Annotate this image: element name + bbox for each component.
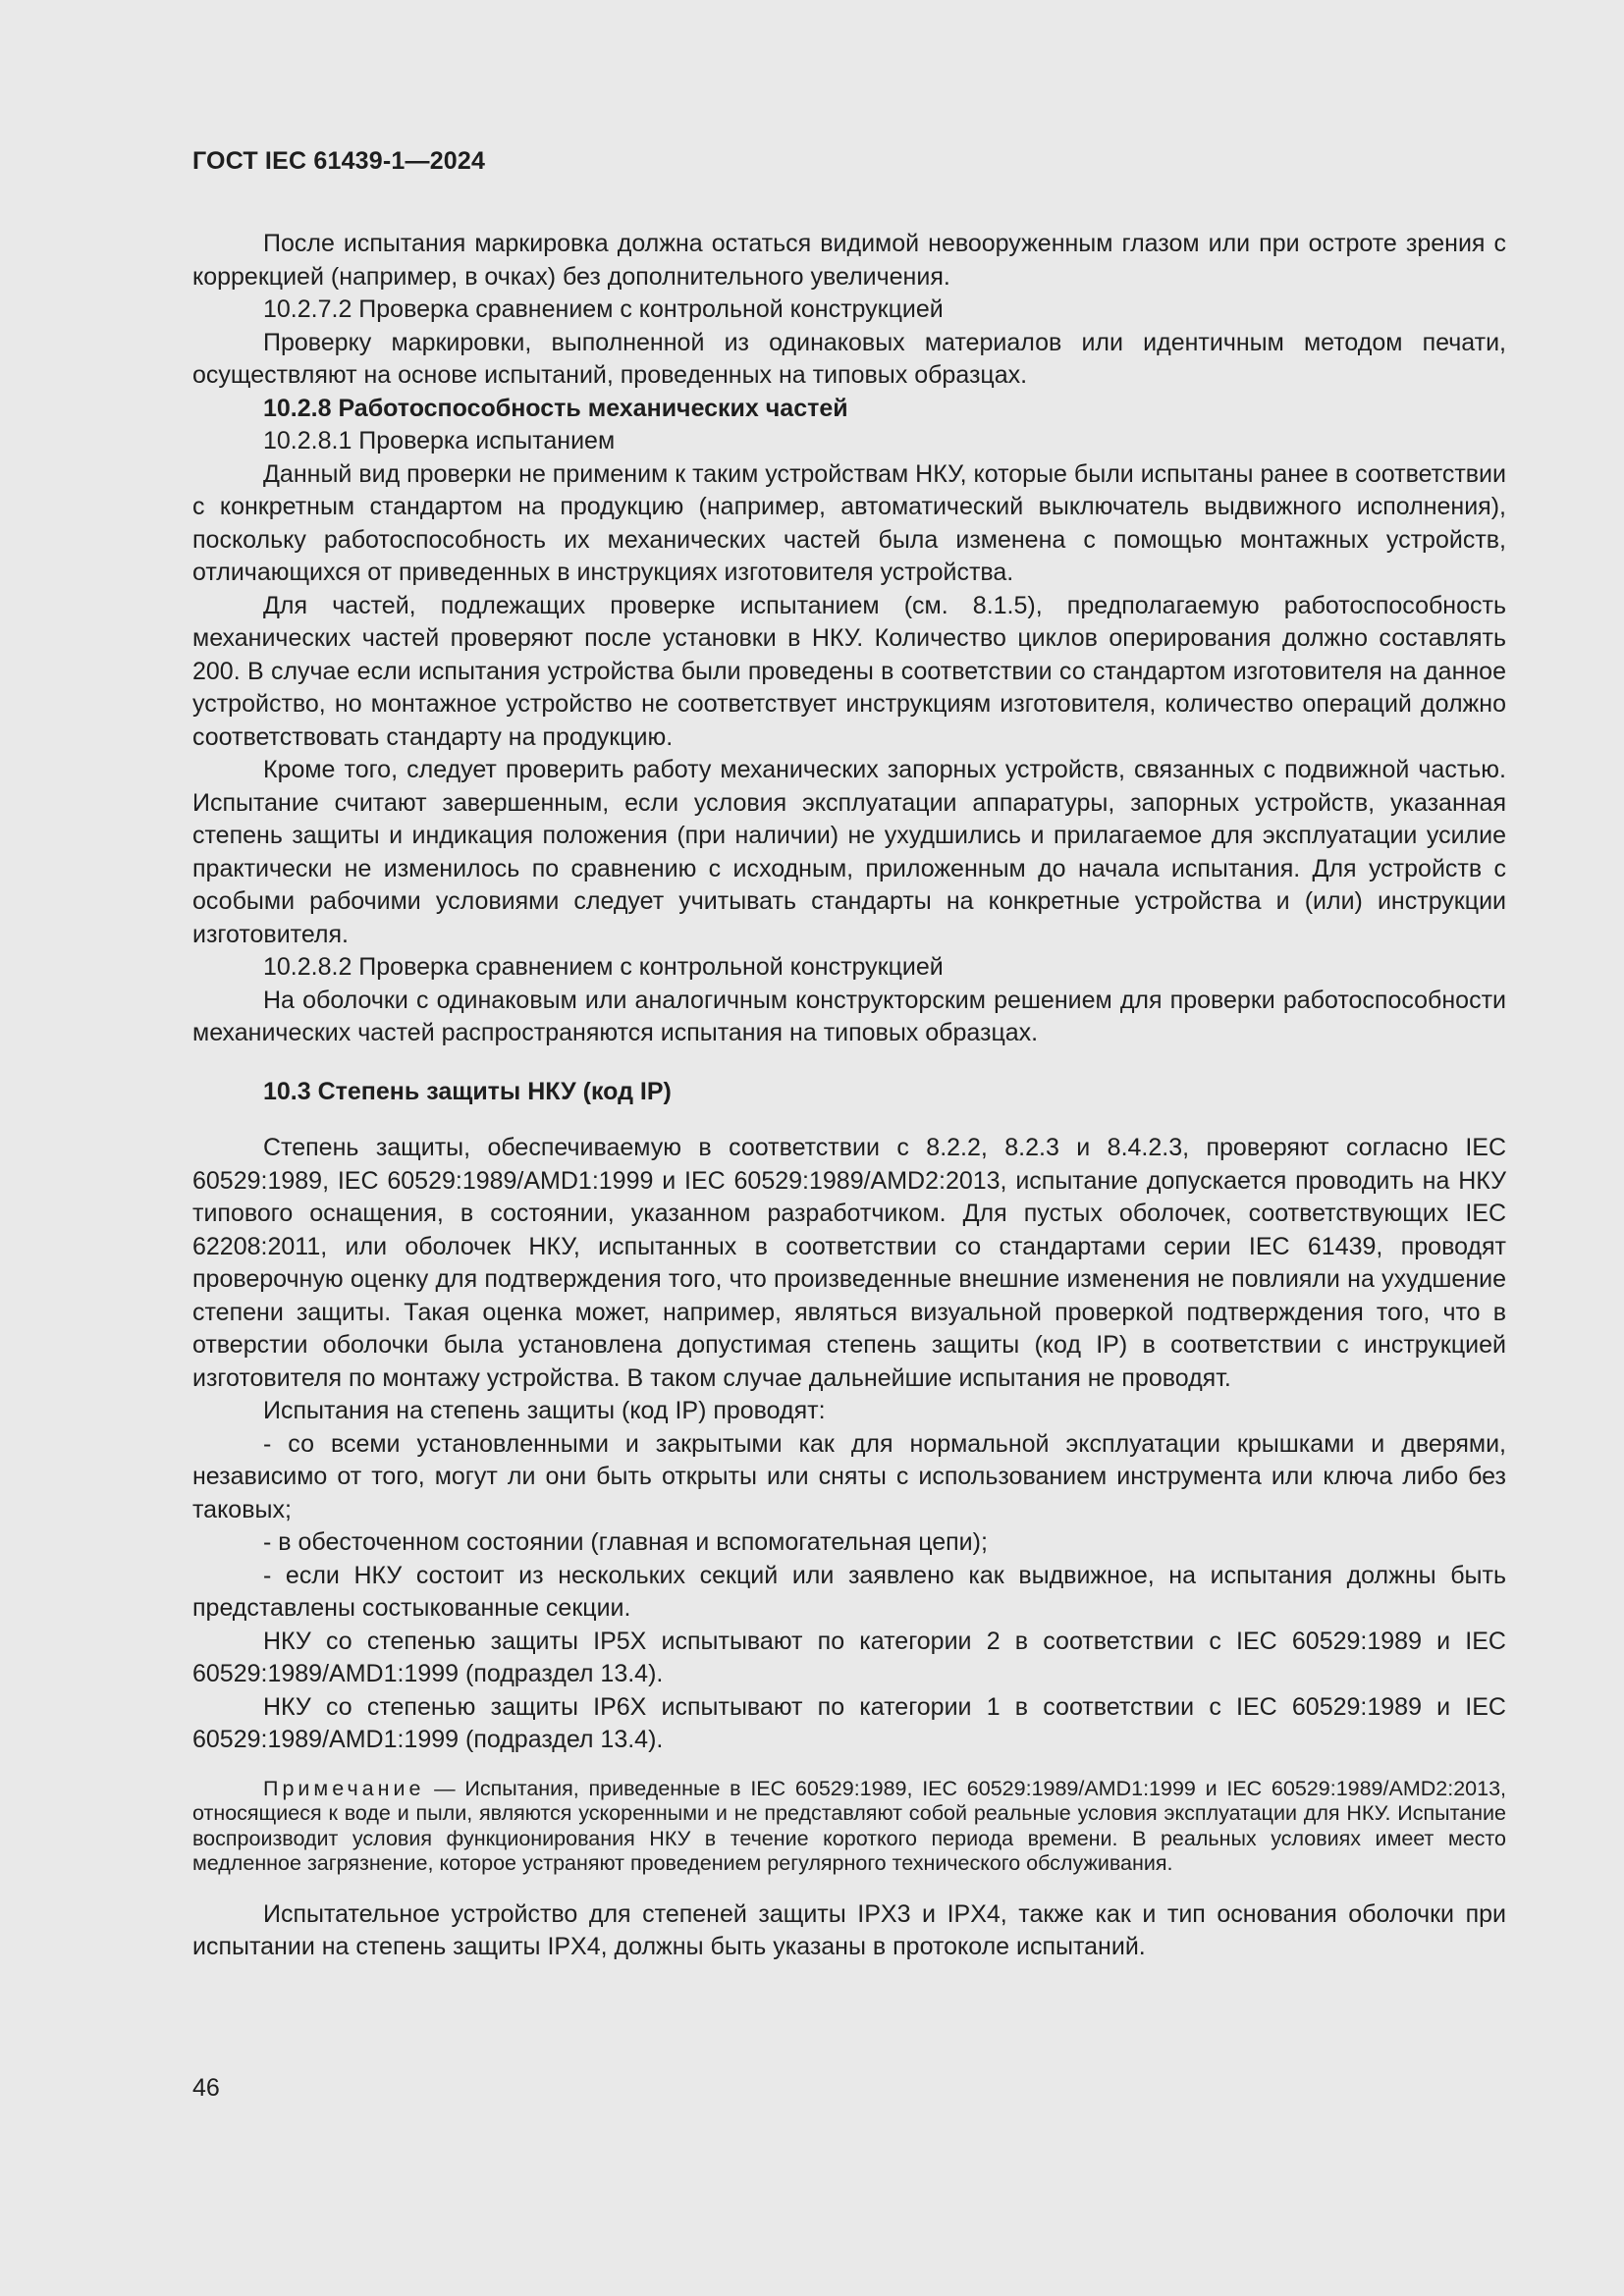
- paragraph: Кроме того, следует проверить работу механических запорных устройств, связанных с подвижной частью. Испытание считают завершенным, если условия эксплуатации аппаратуры, запорных устройств, указанная степень защиты и индикация положения (при наличии) не ухудшились и прилагаемое для эксплуатации усилие практически не изменилось по сравнению с исходным, приложенным до начала испытания. Для устройств с особыми рабочими условиями следует учитывать стандарты на конкретные устройства и (или) инструкции изготовителя.: [192, 756, 1506, 948]
- paragraph: Данный вид проверки не применим к таким устройствам НКУ, которые были испытаны ранее в соответствии с конкретным стандартом на продукцию (например, автоматический выключатель выдвижного исполнения), поскольку работоспособность их механических частей была изменена с помощью монтажных устройств, отличающихся от приведенных в инструкциях изготовителя устройства.: [192, 459, 1506, 586]
- paragraph: После испытания маркировка должна остаться видимой невооруженным глазом или при остроте зрения с коррекцией (например, в очках) без дополнительного увеличения.: [192, 230, 1506, 291]
- list-item: - в обесточенном состоянии (главная и вспомогательная цепи);: [263, 1528, 988, 1556]
- paragraph: Испытательное устройство для степеней защиты IPX3 и IPX4, также как и тип основания оболочки при испытании на степень защиты IPX4, должны быть указаны в протоколе испытаний.: [192, 1899, 1506, 1960]
- note-label: Примечание: [263, 1776, 425, 1800]
- subclause-title: 10.2.8.1 Проверка испытанием: [263, 427, 616, 454]
- clause-heading: 10.2.8 Работоспособность механических частей: [263, 394, 848, 422]
- page-body: [192, 228, 1506, 1964]
- list-item: - если НКУ состоит из нескольких секций или заявлено как выдвижное, на испытания должны быть представлены состыкованные секции.: [192, 1561, 1506, 1622]
- note: [192, 1777, 1506, 1877]
- paragraph: Проверку маркировки, выполненной из одинаковых материалов или идентичным методом печати, осуществляют на основе испытаний, проведенных на типовых образцах.: [192, 328, 1506, 389]
- paragraph: НКУ со степенью защиты IP6X испытывают по категории 1 в соответствии с IEC 60529:1989 и IEC 60529:1989/AMD1:1999 (подраздел 13.4).: [192, 1692, 1506, 1753]
- subclause-title: 10.2.8.2 Проверка сравнением с контрольной конструкцией: [263, 953, 944, 981]
- list-item: - со всеми установленными и закрытыми как для нормальной эксплуатации крышками и дверями, независимо от того, могут ли они быть открыты или сняты с использованием инструмента или ключа либо без таковых;: [192, 1429, 1506, 1523]
- paragraph: Для частей, подлежащих проверке испытанием (см. 8.1.5), предполагаемую работоспособность механических частей проверяют после установки в НКУ. Количество циклов оперирования должно составлять 200. В случае если испытания устройства были проведены в соответствии со стандартом изготовителя на данное устройство, но монтажное устройство не соответствует инструкциям изготовителя, количество операций должно соответствовать стандарту на продукцию.: [192, 591, 1506, 751]
- subclause-title: 10.2.7.2 Проверка сравнением с контрольной конструкцией: [263, 295, 944, 323]
- paragraph: НКУ со степенью защиты IP5X испытывают по категории 2 в соответствии с IEC 60529:1989 и IEC 60529:1989/AMD1:1999 (подраздел 13.4).: [192, 1627, 1506, 1687]
- document-header: ГОСТ IEC 61439-1—2024: [192, 147, 486, 175]
- section-heading: 10.3 Степень защиты НКУ (код IP): [263, 1077, 672, 1105]
- paragraph: Испытания на степень защиты (код IP) проводят:: [263, 1397, 826, 1424]
- page-number: 46: [192, 2074, 220, 2102]
- paragraph: Степень защиты, обеспечиваемую в соответствии с 8.2.2, 8.2.3 и 8.4.2.3, проверяют согласно IEC 60529:1989, IEC 60529:1989/AMD1:1999 и IEC 60529:1989/AMD2:2013, испытание допускается проводить на НКУ типового оснащения, в состоянии, указанном разработчиком. Для пустых оболочек, соответствующих IEC 62208:2011, или оболочек НКУ, испытанных в соответствии со стандартами серии IEC 61439, проводят проверочную оценку для подтверждения того, что произведенные внешние изменения не повлияли на ухудшение степени защиты. Такая оценка может, например, являться визуальной проверкой подтверждения того, что в отверстии оболочки была установлена допустимая степень защиты (код IP) в соответствии с инструкцией изготовителя по монтажу устройства. В таком случае дальнейшие испытания не проводят.: [192, 1134, 1506, 1392]
- note-text: — Испытания, приведенные в IEC 60529:1989, IEC 60529:1989/AMD1:1999 и IEC 60529:1989/AMD2:2013, относящиеся к воде и пыли, являются ускоренными и не представляют собой реальные условия эксплуатации для НКУ. Испытание воспроизводит условия функционирования НКУ в течение короткого периода времени. В реальных условиях имеет место медленное загрязнение, которое устраняют проведением регулярного технического обслуживания.: [192, 1776, 1506, 1875]
- paragraph: На оболочки с одинаковым или аналогичным конструкторским решением для проверки работоспособности механических частей распространяются испытания на типовых образцах.: [192, 986, 1506, 1046]
